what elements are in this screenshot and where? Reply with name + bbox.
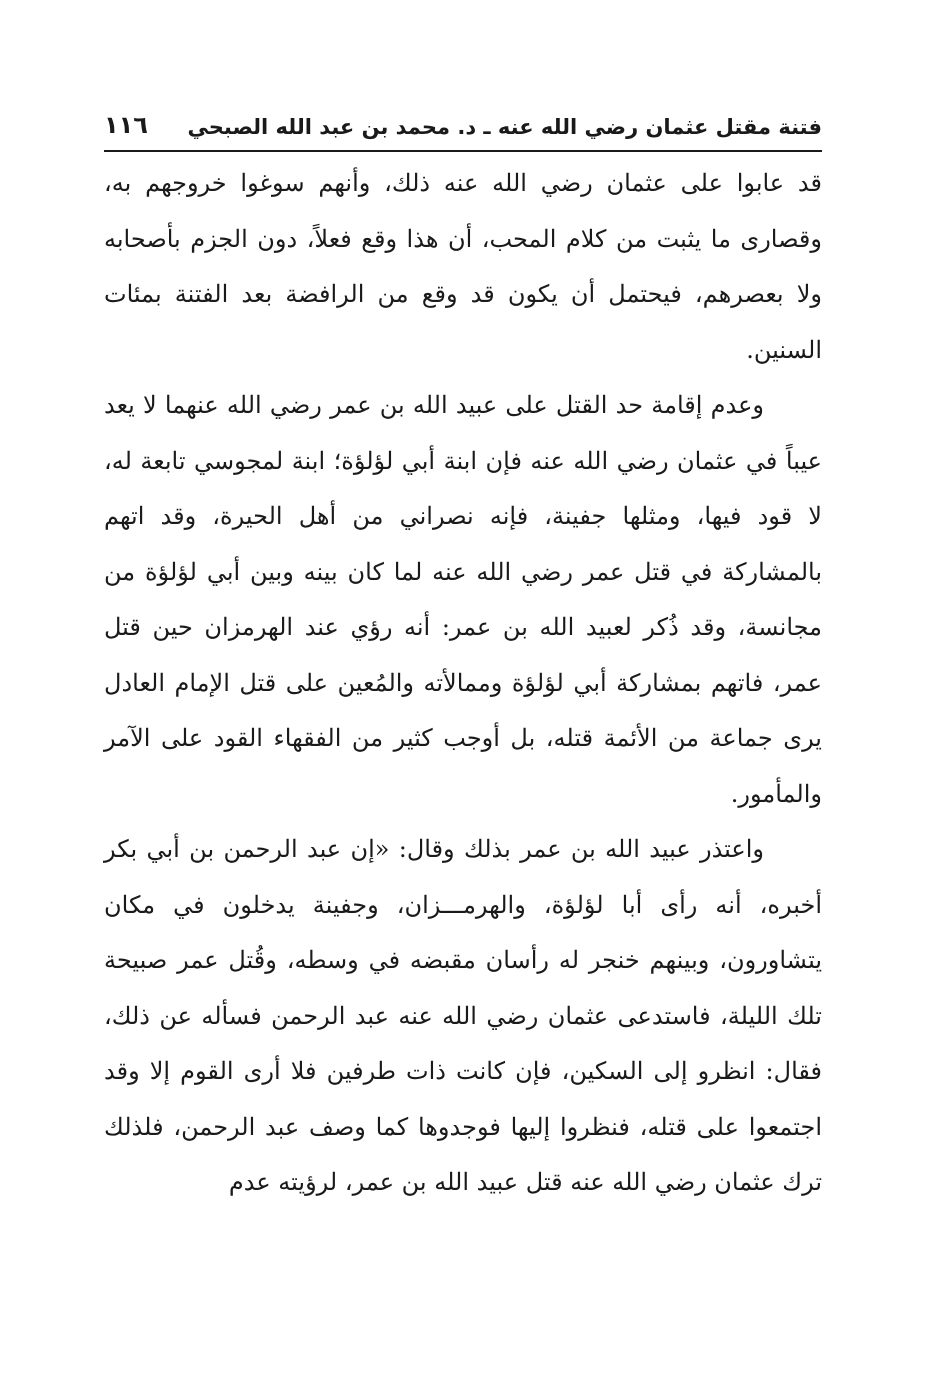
paragraph: قد عابوا على عثمان رضي الله عنه ذلك، وأنهم سوغوا خروجهم به، وقصارى ما يثبت من كلام المحب، أن هذا وقع فعلاً، دون الجزم بأصحابه ولا بعصرهم، فيحتمل أن يكون قد وقع من الرافضة بعد الفتنة بمئات السنين. — [104, 169, 822, 364]
header-divider — [104, 150, 822, 152]
page-number: ١١٦ — [104, 111, 148, 139]
body-text — [104, 156, 822, 1211]
paragraph: واعتذر عبيد الله بن عمر بذلك وقال: «إن عبد الرحمن بن أبي بكر أخبره، أنه رأى أبا لؤلؤة، والهرمـــزان، وجفينة يدخلون في مكان يتشاورون، وبينهم خنجر له رأسان مقبضه في وسطه، وقُتل عمر صبيحة تلك الليلة، فاستدعى عثمان رضي الله عنه عبد الرحمن فسأله عن ذلك، فقال: انظرو إلى السكين، فإن كانت ذات طرفين فلا أرى القوم إلا وقد اجتمعوا على قتله، فنظروا إليها فوجدوها كما وصف عبد الرحمن، فلذلك ترك عثمان رضي الله عنه قتل عبيد الله بن عمر، لرؤيته عدم — [104, 835, 822, 1196]
header-title: فتنة مقتل عثمان رضي الله عنه ـ د. محمد بن عبد الله الصبحي — [187, 115, 822, 139]
running-header — [104, 106, 822, 148]
paragraph: وعدم إقامة حد القتل على عبيد الله بن عمر رضي الله عنهما لا يعد عيباً في عثمان رضي الله عنه فإن ابنة أبي لؤلؤة؛ ابنة لمجوسي تابعة له، لا قود فيها، ومثلها جفينة، فإنه نصراني من أهل الحيرة، وقد اتهم بالمشاركة في قتل عمر رضي الله عنه لما كان بينه وبين أبي لؤلؤة من مجانسة، وقد ذُكر لعبيد الله بن عمر: أنه رؤي عند الهرمزان حين قتل عمر، فاتهم بمشاركة أبي لؤلؤة وممالأته والمُعين على قتل الإمام العادل يرى جماعة من الأئمة قتله، بل أوجب كثير من الفقهاء القود على الآمر والمأمور. — [104, 391, 823, 808]
